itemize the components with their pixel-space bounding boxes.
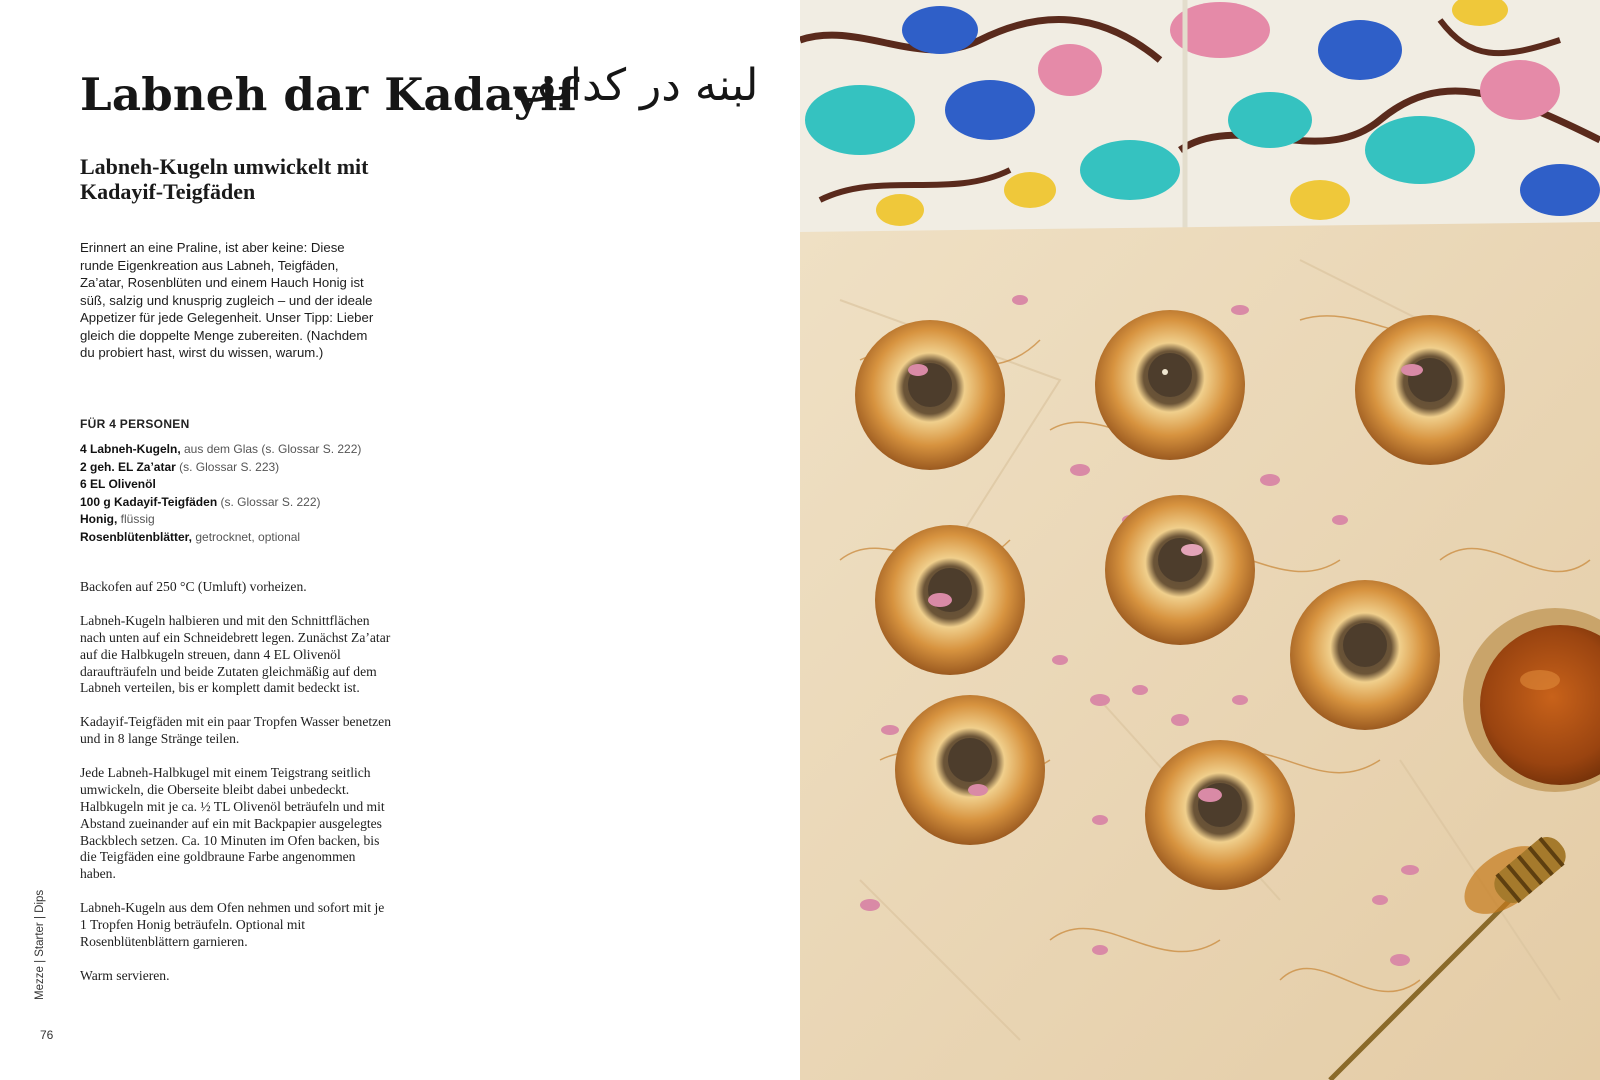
recipe-title: Labneh dar Kadayif (80, 68, 578, 121)
ingredient-item (80, 441, 361, 459)
tile-wall (800, 0, 1600, 240)
ingredient-name: Honig, (80, 512, 118, 527)
method-step: Labneh-Kugeln aus dem Ofen nehmen und sofort mit je 1 Tropfen Honig beträufeln. Optional mit Rosenblütenblättern garnieren. (80, 900, 385, 949)
ingredient-name: 6 EL Olivenöl (80, 477, 156, 492)
servings-label: FÜR 4 PERSONEN (80, 417, 190, 431)
ingredient-name: 2 geh. EL Za’atar (80, 459, 176, 474)
kadayif-nest (1145, 740, 1295, 890)
ingredient-name: 4 Labneh-Kugeln, (80, 442, 181, 456)
food-photo-illustration (800, 0, 1600, 1080)
kadayif-nest (855, 320, 1005, 470)
kadayif-nest (1355, 315, 1505, 465)
ingredient-item (80, 511, 361, 529)
kadayif-nest (1095, 310, 1245, 460)
kadayif-nest (1105, 495, 1255, 645)
method-step: Jede Labneh-Halbkugel mit einem Teigstrang seitlich umwickeln, die Oberseite bleibt dabei unbedeckt. Halbkugeln mit je ca. ½ TL Olivenöl beträufeln und mit Abstand zueinander auf ein mit Backpapier ausgelegtes Backblech setzen. Ca. 10 Minuten im Ofen backen, bis die Teigfäden eine goldbraune Farbe angenommen haben. (80, 764, 385, 882)
kadayif-nest (1290, 580, 1440, 730)
ingredient-note: (s. Glossar S. 223) (175, 459, 280, 474)
ingredient-note: getrocknet, optional (192, 529, 301, 544)
ingredient-note: aus dem Glas (s. Glossar S. 222) (180, 442, 362, 456)
ingredient-name: Rosenblütenblätter, (80, 529, 193, 544)
ingredient-list (80, 441, 361, 547)
method-step: Warm servieren. (80, 967, 170, 983)
method-step: Backofen auf 250 °C (Umluft) vorheizen. (80, 579, 307, 594)
recipe-title-arabic: لبنه در کدایف (512, 60, 759, 111)
method-step: Kadayif-Teigfäden mit ein paar Tropfen Wasser benetzen und in 8 lange Stränge teilen. (80, 714, 392, 747)
section-label: Mezze | Starter | Dips (34, 889, 46, 1000)
food-photo (800, 0, 1600, 1080)
page-number: 76 (40, 1028, 54, 1042)
ingredient-item (80, 494, 361, 512)
ingredient-note: flüssig (117, 512, 155, 527)
kadayif-nest (875, 525, 1025, 675)
ingredient-item (80, 459, 361, 477)
method-steps (80, 579, 392, 1002)
method-step: Labneh-Kugeln halbieren und mit den Schnittflächen nach unten auf ein Schneidebrett legen. Zunächst Za’atar auf die Halbkugeln streuen, dann 4 EL Olivenöl daraufträufeln und beide Zutaten gleichmäßig auf dem Labneh verteilen, bis er komplett damit bedeckt ist. (80, 612, 391, 696)
kadayif-nest (895, 695, 1045, 845)
ingredient-name: 100 g Kadayif-Teigfäden (80, 494, 218, 509)
ingredient-item (80, 476, 361, 494)
recipe-subtitle: Labneh-Kugeln umwickelt mit Kadayif-Teigfäden (80, 154, 369, 204)
recipe-intro: Erinnert an eine Praline, ist aber keine: Diese runde Eigenkreation aus Labneh, Teigfäden, Za’atar, Rosenblüten und einem Hauch Honig ist süß, salzig und knusprig zugleich – und der ideale Appetizer für jede Gelegenheit. Unser Tipp: Lieber gleich die doppelte Menge zubereiten. (Nachdem du probiert hast, wirst du wissen, warum.) (80, 240, 374, 360)
ingredient-note: (s. Glossar S. 222) (217, 494, 321, 509)
ingredient-item (80, 529, 361, 547)
